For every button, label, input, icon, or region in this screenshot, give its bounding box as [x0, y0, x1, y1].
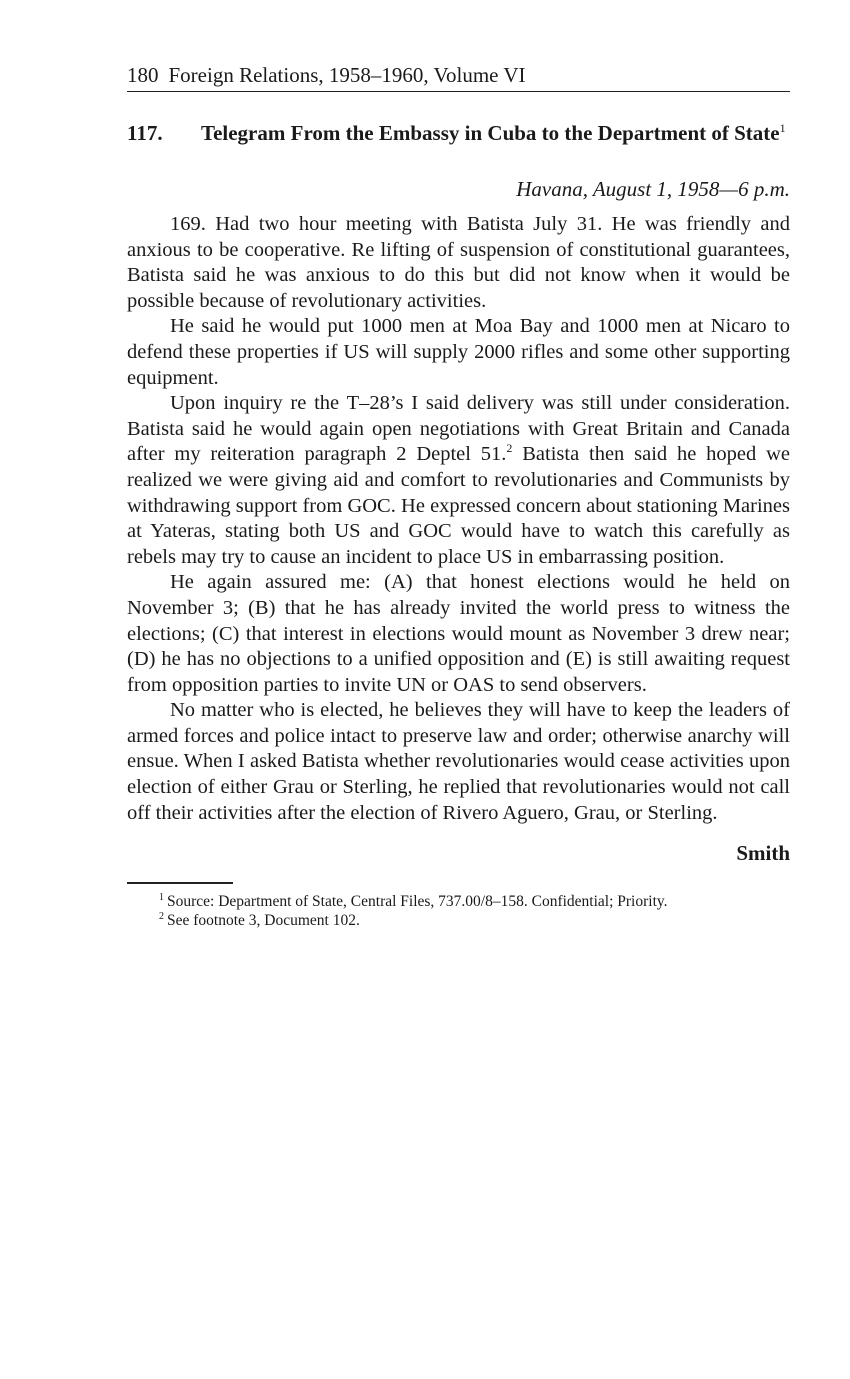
footnote-marker: 2	[159, 911, 164, 923]
telegram-body	[127, 212, 790, 826]
deptel-footnote-marker[interactable]: 2	[506, 441, 513, 456]
footnote-2	[159, 911, 790, 930]
paragraph-3-text-a: Upon inquiry re the T–28’s I said delivery was still under consideration. Batista said he would again open negotiations with Great Britain and Canada after my reiteration paragraph 2 Deptel 51.	[127, 392, 790, 466]
document-page	[127, 62, 790, 930]
paragraph-3-text-b: Batista then said he hoped we realized we were giving aid and comfort to revolutionaries and Communists by withdrawing support from GOC. He expressed concern about stationing Marines at Yateras, stating both US and GOC would have to watch this carefully as rebels may try to cause an incident to place US in embarrassing position.	[127, 443, 790, 568]
document-title: Telegram From the Embassy in Cuba to the Department of State	[201, 121, 780, 145]
paragraph-1: 169. Had two hour meeting with Batista July 31. He was friendly and anxious to be cooperative. Re lifting of suspension of constitutional guarantees, Batista said he was anxious to do this but did not know when it would be possible because of revolutionary activities.	[127, 213, 790, 312]
running-head	[127, 62, 790, 92]
paragraph-2: He said he would put 1000 men at Moa Bay and 1000 men at Nicaro to defend these properties if US will supply 2000 rifles and some other supporting equipment.	[127, 315, 790, 389]
paragraph-4: He again assured me: (A) that honest elections would he held on November 3; (B) that he has already invited the world press to witness the elections; (C) that interest in elections would mount as November 3 drew near; (D) he has no objections to a unified opposition and (E) is still awaiting request from opposition parties to invite UN or OAS to send observers.	[127, 571, 790, 696]
footnote-divider	[127, 882, 233, 884]
document-title-block	[201, 120, 790, 146]
series-title: Foreign Relations, 1958–1960, Volume VI	[168, 63, 526, 87]
document-heading	[127, 120, 790, 146]
footnote-marker: 1	[159, 892, 164, 904]
page-number: 180	[127, 63, 159, 87]
title-footnote-marker[interactable]: 1	[779, 121, 786, 135]
paragraph-3	[127, 391, 790, 570]
dateline: Havana, August 1, 1958—6 p.m.	[516, 177, 790, 201]
paragraph-5: No matter who is elected, he believes they will have to keep the leaders of armed forces and police intact to preserve law and order; otherwise anarchy will ensue. When I asked Batista whether revolutionaries would cease activities upon election of either Grau or Sterling, he replied that revolutionaries would not call off their activities after the election of Rivero Aguero, Grau, or Sterling.	[127, 699, 790, 824]
footnote-text: Source: Department of State, Central Files, 737.00/8–158. Confidential; Priority.	[167, 893, 668, 911]
footnotes	[127, 892, 790, 930]
footnote-text: See footnote 3, Document 102.	[167, 912, 360, 930]
footnote-1	[159, 892, 790, 911]
document-number: 117.	[127, 121, 163, 145]
signature: Smith	[736, 841, 790, 866]
